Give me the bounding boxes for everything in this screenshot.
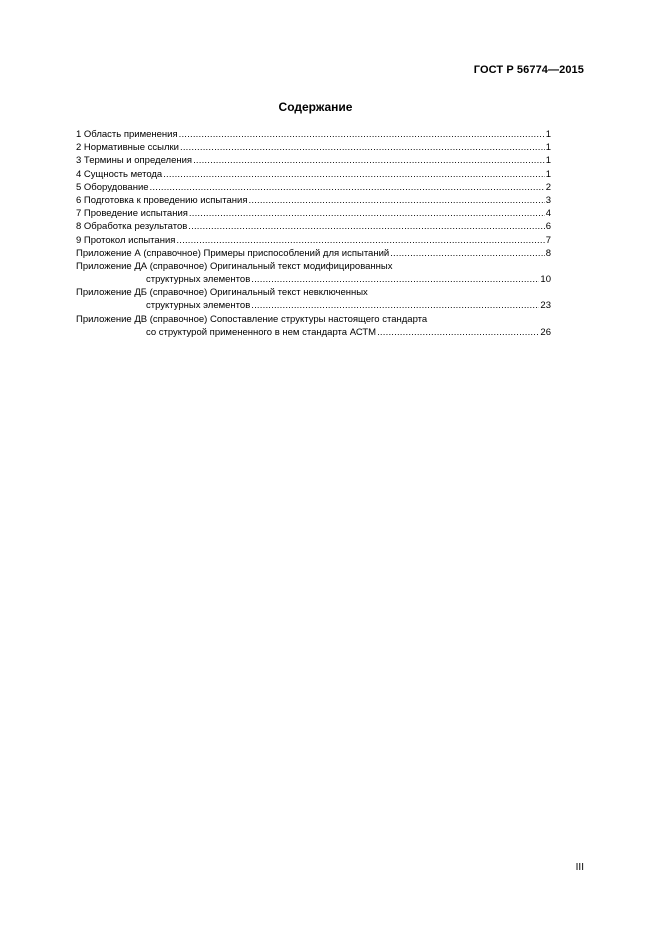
toc-entry-label: 5 Оборудование [76, 181, 149, 193]
toc-entry-label: 9 Протокол испытания [76, 234, 176, 246]
toc-entry-label: Приложение ДВ (справочное) Сопоставление структуры настоящего стандарта [76, 313, 428, 325]
toc-entry-page: 26 [540, 326, 551, 338]
toc-entry[interactable] [76, 168, 551, 181]
toc-entry-label: Приложение А (справочное) Примеры приспособлений для испытаний [76, 247, 390, 259]
toc-entry[interactable] [76, 141, 551, 154]
dot-leader [390, 247, 545, 260]
dot-leader [251, 273, 539, 286]
dot-leader [248, 194, 544, 207]
dot-leader [180, 141, 545, 154]
toc-entry-page: 10 [540, 274, 551, 286]
toc-entry-label: 1 Область применения [76, 129, 178, 140]
dot-leader [189, 207, 545, 220]
dot-leader [179, 128, 545, 141]
toc-entry-label: 7 Проведение испытания [76, 208, 188, 220]
standard-code: ГОСТ Р 56774—2015 [473, 64, 584, 76]
toc-entry[interactable] [76, 234, 551, 247]
toc-entry-label-continuation: структурных элементов [146, 274, 251, 286]
toc-entry-label: Приложение ДБ (справочное) Оригинальный текст невключенных [76, 287, 368, 299]
dot-leader [150, 181, 545, 194]
toc-entry-label: Приложение ДА (справочное) Оригинальный текст модифицированных [76, 260, 393, 272]
dot-leader [377, 326, 539, 339]
dot-leader [176, 234, 544, 247]
toc-entry-page: 3 [545, 194, 551, 206]
toc-entry-page: 8 [545, 247, 551, 259]
dot-leader [163, 168, 544, 181]
toc-entry-page: 7 [545, 234, 551, 246]
toc-entry-page: 6 [545, 221, 551, 233]
toc-title: Содержание [278, 100, 353, 114]
toc-entry-page: 1 [545, 168, 551, 180]
dot-leader [193, 154, 545, 167]
dot-leader [251, 299, 539, 312]
dot-leader [188, 220, 544, 233]
toc-entry-label-continuation: структурных элементов [146, 300, 251, 312]
toc-entry[interactable] [76, 247, 551, 260]
toc-entry-page: 1 [545, 155, 551, 167]
toc-entry-page: 1 [545, 129, 551, 140]
toc-entry-label: 3 Термины и определения [76, 155, 193, 167]
toc-entry-appendix-dv[interactable] [76, 313, 551, 339]
toc-entry[interactable] [76, 128, 551, 141]
toc-entry[interactable] [76, 181, 551, 194]
toc-entry-appendix-db[interactable] [76, 286, 551, 312]
table-of-contents [76, 128, 551, 339]
toc-entry-label-continuation: со структурой примененного в нем стандарта АСТМ [146, 326, 377, 338]
page-number: III [575, 862, 584, 873]
toc-entry-page: 1 [545, 142, 551, 154]
toc-entry-label: 2 Нормативные ссылки [76, 142, 179, 154]
toc-entry[interactable] [76, 154, 551, 167]
toc-entry[interactable] [76, 194, 551, 207]
toc-entry-page: 4 [545, 208, 551, 220]
toc-entry[interactable] [76, 207, 551, 220]
toc-entry-label: 8 Обработка результатов [76, 221, 188, 233]
toc-entry-label: 6 Подготовка к проведению испытания [76, 194, 248, 206]
toc-entry[interactable] [76, 220, 551, 233]
toc-entry-appendix-da[interactable] [76, 260, 551, 286]
toc-entry-label: 4 Сущность метода [76, 168, 163, 180]
toc-entry-page: 23 [540, 300, 551, 312]
toc-entry-page: 2 [545, 181, 551, 193]
